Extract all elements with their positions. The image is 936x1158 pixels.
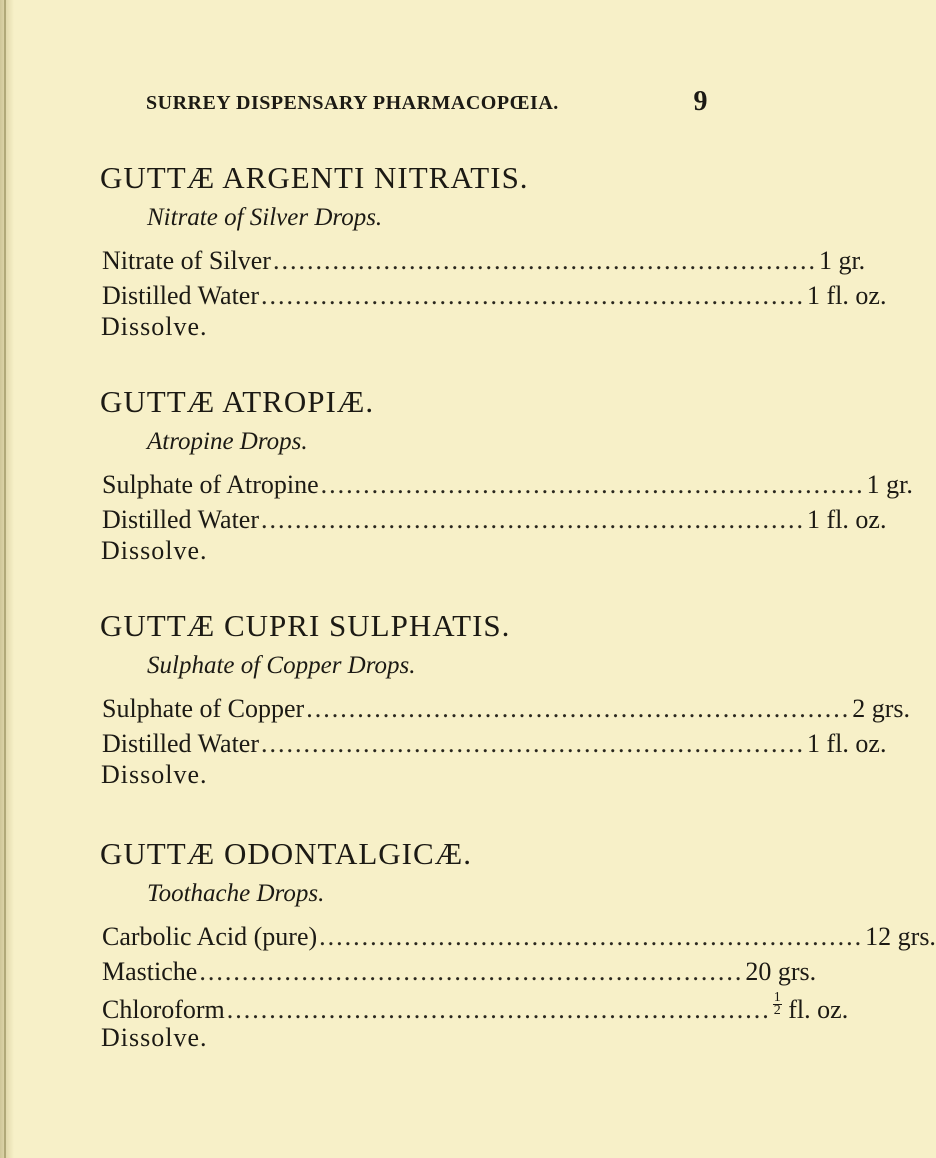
ingredient-row	[102, 922, 936, 956]
ingredient-row	[102, 505, 887, 539]
half-fraction	[773, 992, 782, 1017]
ingredient-row	[102, 694, 910, 728]
ingredient-quantity: 1 fl. oz.	[807, 729, 887, 758]
recipe-heading: GUTTÆ ODONTALGICÆ.	[100, 836, 472, 871]
binding-edge	[4, 0, 6, 1158]
dot-leader: ................................................................	[199, 957, 744, 986]
dot-leader: ................................................................	[272, 246, 817, 275]
ingredient-row	[102, 729, 887, 763]
ingredient-name: Sulphate of Copper	[102, 694, 305, 723]
dot-leader: ................................................................	[261, 281, 806, 310]
running-head-title: SURREY DISPENSARY PHARMACOPŒIA.	[146, 92, 559, 114]
running-head	[146, 86, 708, 122]
ingredient-quantity: 1 fl. oz.	[807, 281, 887, 310]
ingredient-row	[102, 246, 866, 280]
ingredient-row	[102, 470, 913, 504]
recipe-subtitle: Atropine Drops.	[147, 428, 308, 455]
ingredient-quantity: 2 grs.	[852, 694, 910, 723]
ingredient-name: Sulphate of Atropine	[102, 470, 319, 499]
fraction-numerator: 1	[773, 990, 781, 1005]
recipe-heading: GUTTÆ ATROPIÆ.	[100, 384, 375, 419]
ingredient-row	[102, 957, 817, 991]
ingredient-quantity: 1 fl. oz.	[807, 505, 887, 534]
recipe-instruction: Dissolve.	[101, 760, 208, 789]
ingredient-quantity: 12 grs.	[865, 922, 936, 951]
recipe-subtitle: Nitrate of Silver Drops.	[147, 204, 383, 231]
fraction-denominator: 2	[773, 1003, 781, 1018]
recipe-subtitle: Toothache Drops.	[147, 880, 325, 907]
ingredient-name: Distilled Water	[102, 281, 260, 310]
ingredient-quantity: 1 gr.	[818, 246, 866, 275]
ingredient-name: Distilled Water	[102, 729, 260, 758]
ingredient-quantity: 1 gr.	[866, 470, 913, 499]
ingredient-name: Carbolic Acid (pure)	[102, 922, 318, 951]
dot-leader: ................................................................	[320, 470, 865, 499]
ingredient-name: Nitrate of Silver	[102, 246, 271, 275]
recipe-subtitle: Sulphate of Copper Drops.	[147, 652, 416, 679]
ingredient-quantity: 20 grs.	[745, 957, 817, 986]
recipe-heading: GUTTÆ ARGENTI NITRATIS.	[100, 160, 529, 195]
ingredient-row	[102, 990, 849, 1026]
recipe-heading: GUTTÆ CUPRI SULPHATIS.	[100, 608, 511, 643]
dot-leader: ................................................................	[306, 694, 851, 723]
ingredient-name: Distilled Water	[102, 505, 260, 534]
recipe-instruction: Dissolve.	[101, 312, 208, 341]
dot-leader: ................................................................	[261, 505, 806, 534]
dot-leader: ................................................................	[261, 729, 806, 758]
ingredient-name: Chloroform	[102, 995, 225, 1024]
quantity-unit: fl. oz.	[788, 995, 849, 1024]
page-gutter-shadow	[0, 0, 14, 1158]
dot-leader: ................................................................	[226, 995, 771, 1024]
page-number: 9	[693, 86, 708, 117]
recipe-instruction: Dissolve.	[101, 536, 208, 565]
ingredient-row	[102, 281, 887, 315]
recipe-instruction: Dissolve.	[101, 1023, 208, 1052]
dot-leader: ................................................................	[319, 922, 864, 951]
ingredient-quantity	[773, 992, 848, 1025]
ingredient-name: Mastiche	[102, 957, 198, 986]
